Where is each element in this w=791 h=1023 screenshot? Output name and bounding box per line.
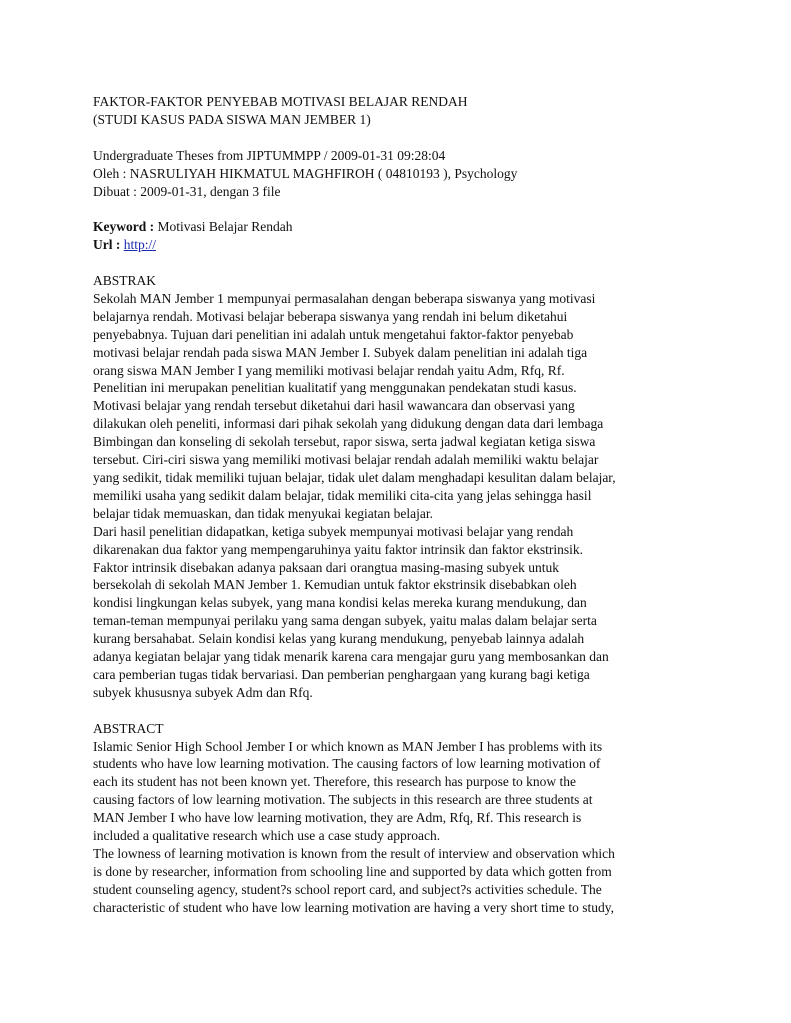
abstrak-line: belajarnya rendah. Motivasi belajar beberapa siswanya yang rendah ini belum diketahui (93, 308, 568, 324)
abstract-line: included a qualitative research which use a case study approach. (93, 828, 441, 844)
abstrak-line: subyek khususnya subyek Adm dan Rfq. (93, 684, 313, 700)
abstrak-line: Penelitian ini merupakan penelitian kualitatif yang menggunakan pendekatan studi kasus. (93, 380, 577, 396)
abstrak-line: cara pemberian tugas tidak bervariasi. Dan pemberian penghargaan yang kurang bagi ketiga (93, 666, 590, 682)
abstract-line: students who have low learning motivation. The causing factors of low learning motivation of (93, 756, 601, 772)
abstrak-body (93, 290, 703, 702)
abstrak-line: Sekolah MAN Jember 1 mempunyai permasalahan dengan beberapa siswanya yang motivasi (93, 290, 596, 306)
abstract-section (93, 720, 703, 917)
abstrak-section (93, 272, 703, 702)
abstract-line: characteristic of student who have low learning motivation are having a very short time to study, (93, 899, 614, 915)
abstrak-line: teman-teman mempunyai perilaku yang sama dengan subyek, yaitu malas dalam belajar serta (93, 613, 597, 629)
abstrak-line: yang sedikit, tidak memiliki tujuan belajar, tidak ulet dalam menghadapi kesulitan dalam belajar, (93, 469, 616, 485)
abstrak-line: kondisi lingkungan kelas subyek, yang mana kondisi kelas mereka kurang mendukung, dan (93, 595, 587, 611)
abstrak-line: kurang bersahabat. Selain kondisi kelas yang kurang mendukung, penyebab lainnya adalah (93, 631, 585, 647)
abstrak-line: memiliki usaha yang sedikit dalam belajar, tidak memiliki cita-cita yang jelas sehingga hasil (93, 487, 592, 503)
abstract-line: is done by researcher, information from schooling line and supported by data which gotten from (93, 863, 612, 879)
abstract-line: student counseling agency, student?s school report card, and subject?s activities schedule. The (93, 881, 602, 897)
url-row (93, 236, 703, 254)
abstrak-line: dikarenakan dua faktor yang mempengaruhinya yaitu faktor intrinsik dan faktor ekstrinsik. (93, 541, 583, 557)
abstract-line: Islamic Senior High School Jember I or which known as MAN Jember I has problems with its (93, 738, 603, 754)
abstrak-line: dilakukan oleh peneliti, informasi dari pihak sekolah yang didukung dengan data dari lembaga (93, 416, 604, 432)
abstract-line: MAN Jember I who have low learning motivation, they are Adm, Rfq, Rf. This research is (93, 810, 582, 826)
abstrak-line: adanya kegiatan belajar yang tidak menarik karena cara mengajar guru yang membosankan dan (93, 649, 609, 665)
url-label: Url : (93, 237, 121, 253)
document-title (93, 93, 703, 129)
abstrak-line: Faktor intrinsik disebakan adanya paksaan dari orangtua masing-masing subyek untuk (93, 559, 560, 575)
abstract-line: The lowness of learning motivation is known from the result of interview and observation which (93, 846, 615, 861)
title-line: FAKTOR-FAKTOR PENYEBAB MOTIVASI BELAJAR RENDAH (93, 94, 468, 109)
abstract-line: each its student has not been known yet. Therefore, this research has purpose to know the (93, 774, 576, 790)
abstrak-line: bersekolah di sekolah MAN Jember 1. Kemudian untuk faktor ekstrinsik disebabkan oleh (93, 577, 577, 593)
abstract-line: causing factors of low learning motivation. The subjects in this research are three students at (93, 792, 593, 808)
spacer (93, 702, 703, 720)
document-page (93, 93, 703, 917)
abstrak-line: Dari hasil penelitian didapatkan, ketiga subyek mempunyai motivasi belajar yang rendah (93, 523, 574, 539)
source-line: Undergraduate Theses from JIPTUMMPP / 2009-01-31 09:28:04 (93, 147, 446, 163)
abstrak-line: orang siswa MAN Jember I yang memiliki motivasi belajar rendah yaitu Adm, Rfq, Rf. (93, 362, 565, 378)
abstrak-line: Bimbingan dan konseling di sekolah tersebut, rapor siswa, serta jadwal kegiatan ketiga siswa (93, 434, 596, 450)
abstrak-line: penyebabnya. Tujuan dari penelitian ini adalah untuk mengetahui faktor-faktor penyebab (93, 326, 574, 342)
keyword-label: Keyword : (93, 219, 155, 235)
author-line: Oleh : NASRULIYAH HIKMATUL MAGHFIROH ( 04810193 ), Psychology (93, 165, 518, 181)
spacer (93, 254, 703, 272)
url-link[interactable]: http:// (123, 237, 157, 253)
subtitle-line: (STUDI KASUS PADA SISWA MAN JEMBER 1) (93, 111, 371, 127)
spacer (93, 200, 703, 218)
document-meta (93, 147, 703, 201)
spacer (93, 129, 703, 147)
abstrak-line: belajar tidak memuaskan, dan tidak menyukai kegiatan belajar. (93, 505, 433, 521)
abstract-heading: ABSTRACT (93, 720, 164, 736)
abstrak-line: Motivasi belajar yang rendah tersebut diketahui dari hasil wawancara dan observasi yang (93, 398, 575, 414)
abstract-body (93, 738, 703, 917)
abstrak-line: motivasi belajar rendah pada siswa MAN Jember I. Subyek dalam penelitian ini adalah tiga (93, 344, 588, 360)
abstrak-line: tersebut. Ciri-ciri siswa yang memiliki motivasi belajar rendah adalah memiliki waktu belajar (93, 452, 599, 468)
created-line: Dibuat : 2009-01-31, dengan 3 file (93, 183, 281, 199)
abstrak-heading: ABSTRAK (93, 273, 157, 289)
keyword-row (93, 218, 703, 236)
keyword-value: Motivasi Belajar Rendah (154, 219, 293, 235)
